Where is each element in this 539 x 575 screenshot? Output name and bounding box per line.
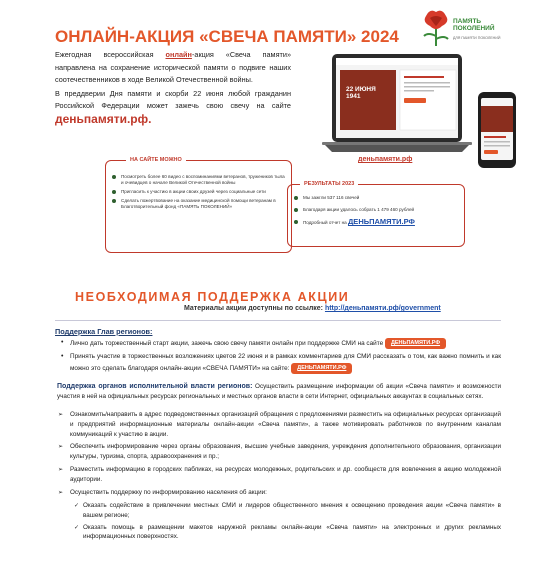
exec-support-title: Поддержка органов исполнительной власти регионов:	[57, 383, 253, 390]
list-item: ➢ Обеспечить информирование через органы образования, высшие учебные заведения, учреждения дополнительного образования, организации культуры, туризма, спорта, здравоохранения и пр.;	[57, 442, 501, 462]
list-item: • Лично дать торжественный старт акции, зажечь свою свечу памяти онлайн при поддержке СМИ на сайте ДЕНЬПАМЯТИ.РФ	[57, 338, 501, 350]
site-features-list	[110, 174, 288, 213]
intro-text	[55, 49, 291, 129]
site-features-box	[105, 157, 292, 253]
screen-caption[interactable]: деньпамяти.рф	[358, 156, 413, 163]
logo-line-1: ПАМЯТЬ	[453, 18, 482, 25]
site-features-heading: НА САЙТЕ МОЖНО	[126, 157, 186, 163]
results-heading: РЕЗУЛЬТАТЫ 2023	[300, 181, 358, 187]
results-box	[287, 181, 465, 247]
list-item: ➢ Разместить информацию в городских пабликах, на ресурсах молодежных, родительских и др. сообществ для вовлечения в акцию молодежной аудитории.	[57, 465, 501, 485]
intro-paragraph-1: Ежегодная всероссийская онлайн-акция «Свеча памяти» направлена на сохранение исторической памяти о подвиге наших соотечественников в ходе Великой Отечественной войны.	[55, 50, 291, 85]
list-item: Подробный отчет на ДЕНЬПАМЯТИ.РФ	[292, 219, 464, 226]
results-list	[292, 195, 464, 229]
list-item: ➢ Осуществить поддержку по информированию населения об акции:	[57, 488, 501, 498]
laptop-illustration	[322, 52, 472, 172]
online-highlight: онлайн	[165, 50, 192, 59]
population-support-list	[70, 501, 501, 544]
divider	[55, 320, 501, 321]
page-title: ОНЛАЙН-АКЦИЯ «СВЕЧА ПАМЯТИ» 2024	[55, 27, 399, 46]
list-item: ➢ Ознакомить/направить в адрес подведомственных организаций обращения с предложениями разместить на официальных ресурсах организаций и предприятий информационные материалы онлайн-акции «Свеча памяти», а также мотивировать работников по внутренним каналам коммуникаций к участию в акции.	[57, 410, 501, 439]
materials-line: Материалы акции доступны по ссылке: http://деньпамяти.рф/government	[184, 305, 441, 312]
support-section-title: НЕОБХОДИМАЯ ПОДДЕРЖКА АКЦИИ	[75, 290, 350, 304]
logo-line-2: ПОКОЛЕНИЙ	[453, 25, 495, 33]
list-item: Посмотреть более 60 видео с воспоминаниями ветеранов, тружеников тыла и очевидцев о начале Великой Отечественной войны	[110, 174, 288, 186]
list-item: Сделать пожертвование на оказание медицинской помощи ветеранам в Благотворительный фонд «ПАМЯТЬ ПОКОЛЕНИЙ»	[110, 198, 288, 210]
logo-tagline: ДЛЯ ПАМЯТИ ПОКОЛЕНИЙ	[453, 36, 501, 40]
list-item: ✓ Оказать содействие в привлечении местных СМИ и лидеров общественного мнения к освещению проведения акции «Свеча памяти» в вашем регионе;	[70, 501, 501, 521]
screen-date: 22 ИЮНЯ 1941	[346, 86, 376, 101]
materials-link[interactable]: http://деньпамяти.рф/government	[324, 305, 441, 312]
phone-illustration	[478, 92, 516, 168]
intro-paragraph-2: В преддверии Дня памяти и скорби 22 июня любой гражданин Российской Федерации может зажечь свою свечу на сайте деньпамяти.рф.	[55, 88, 291, 126]
report-link[interactable]: ДЕНЬПАМЯТИ.РФ	[347, 217, 415, 226]
exec-support-paragraph: Поддержка органов исполнительной власти регионов: Осуществить размещение информации об акции «Свеча памяти» и возможности участия в ней на официальных ресурсах региональных и местных органов власти в сети Интернет, официальных аккаунтах в социальных сетях.	[57, 383, 501, 400]
heads-support-title: Поддержка Глав регионов:	[55, 327, 153, 336]
site-link[interactable]: деньпамяти.рф	[55, 111, 149, 126]
list-item: Благодаря акции удалось собрать 1 479 460 рублей	[292, 207, 464, 213]
heads-support-list	[57, 338, 501, 377]
list-item: Пригласить к участию в акции своих друзей через социальные сети	[110, 189, 288, 195]
site-button-1[interactable]: ДЕНЬПАМЯТИ.РФ	[385, 338, 446, 349]
carnation-icon	[420, 6, 452, 46]
site-button-2[interactable]: ДЕНЬПАМЯТИ.РФ	[291, 363, 352, 374]
list-item: ✓ Оказать помощь в размещении макетов наружной рекламы онлайн-акции «Свеча памяти» на электронных и других рекламных информационных поверхностях.	[70, 523, 501, 543]
list-item: • Принять участие в торжественных возложениях цветов 22 июня и в рамках комментариев для СМИ рассказать о том, как важно помнить и как можно это сделать благодаря онлайн-акции «СВЕЧА ПАМЯТИ» на сайте: ДЕНЬПАМЯТИ.РФ	[57, 352, 501, 375]
list-item: Мы зажгли 537 116 свечей	[292, 195, 464, 201]
exec-support-list	[57, 410, 501, 500]
logo	[420, 6, 535, 50]
